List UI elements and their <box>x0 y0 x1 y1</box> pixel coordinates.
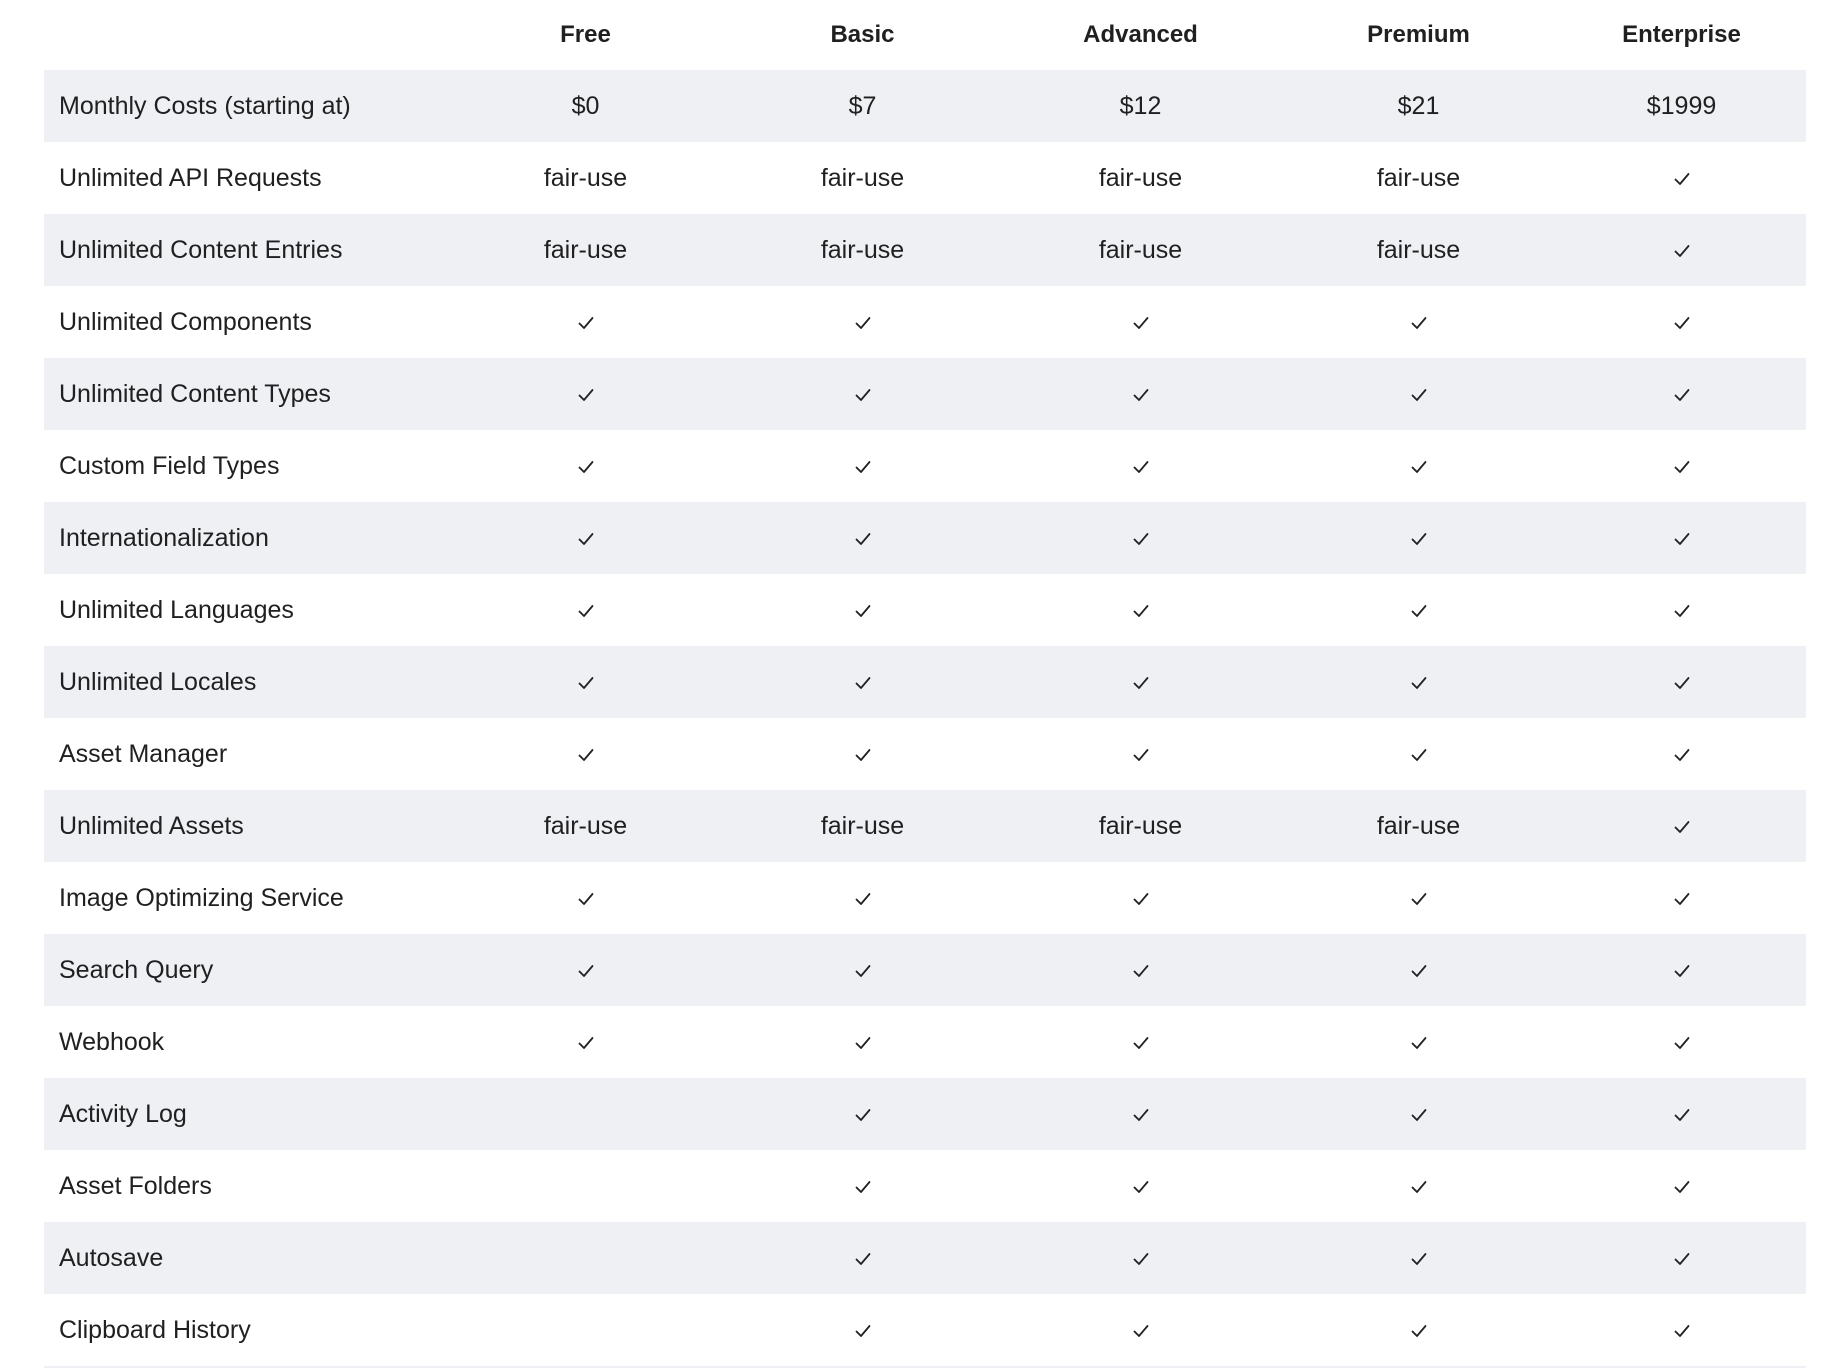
check-icon <box>1409 529 1429 549</box>
plan-cell <box>1557 1100 1806 1129</box>
table-row <box>44 1150 1806 1222</box>
table-row <box>44 214 1806 286</box>
plan-cell <box>1001 524 1280 553</box>
plan-cell <box>447 884 724 913</box>
plan-cell <box>724 740 1001 769</box>
table-row <box>44 862 1806 934</box>
table-row <box>44 430 1806 502</box>
feature-label: Internationalization <box>59 523 269 552</box>
feature-label: Asset Manager <box>59 739 228 768</box>
plan-cell <box>1557 740 1806 769</box>
plan-cell <box>1280 668 1557 697</box>
check-icon <box>1131 313 1151 333</box>
plan-cell-value: $21 <box>1397 91 1440 120</box>
table-row <box>44 1222 1806 1294</box>
check-icon <box>1672 1033 1692 1053</box>
plan-cell <box>1557 596 1806 625</box>
plan-cell <box>1001 1100 1280 1129</box>
table-header-row <box>44 0 1806 70</box>
check-icon <box>1131 889 1151 909</box>
plan-cell <box>1280 596 1557 625</box>
feature-label: Unlimited API Requests <box>59 163 322 192</box>
plan-cell-value: fair-use <box>1098 235 1183 264</box>
feature-label: Clipboard History <box>59 1315 251 1344</box>
feature-label: Unlimited Content Entries <box>59 235 343 264</box>
check-icon <box>576 385 596 405</box>
table-row <box>44 1294 1806 1366</box>
check-icon <box>576 673 596 693</box>
check-icon <box>576 457 596 477</box>
plan-cell <box>724 452 1001 481</box>
plan-cell <box>1280 308 1557 337</box>
plan-cell-value: fair-use <box>543 811 628 840</box>
check-icon <box>1672 745 1692 765</box>
plan-cell <box>1001 740 1280 769</box>
plan-cell-value: fair-use <box>820 235 905 264</box>
plan-cell <box>1001 668 1280 697</box>
check-icon <box>853 457 873 477</box>
feature-label: Autosave <box>59 1243 164 1272</box>
plan-cell <box>1557 1244 1806 1273</box>
plan-cell <box>1001 1028 1280 1057</box>
check-icon <box>1131 961 1151 981</box>
check-icon <box>1672 601 1692 621</box>
check-icon <box>1672 817 1692 837</box>
table-row <box>44 646 1806 718</box>
feature-label: Activity Log <box>59 1099 187 1128</box>
check-icon <box>1409 889 1429 909</box>
check-icon <box>1131 1105 1151 1125</box>
pricing-comparison-table <box>44 0 1806 1368</box>
plan-cell-value: fair-use <box>543 235 628 264</box>
check-icon <box>853 961 873 981</box>
plan-cell <box>1001 380 1280 409</box>
plan-cell <box>724 1028 1001 1057</box>
plan-cell-value: fair-use <box>820 811 905 840</box>
plan-cell <box>1557 1316 1806 1345</box>
plan-cell-value: fair-use <box>1376 235 1461 264</box>
plan-cell <box>1280 380 1557 409</box>
plan-cell <box>447 452 724 481</box>
plan-cell <box>1557 884 1806 913</box>
plan-cell <box>447 380 724 409</box>
plan-cell <box>447 524 724 553</box>
plan-cell <box>724 524 1001 553</box>
check-icon <box>1409 1105 1429 1125</box>
plan-cell-value: fair-use <box>543 163 628 192</box>
check-icon <box>1131 745 1151 765</box>
plan-cell <box>1280 452 1557 481</box>
feature-label: Unlimited Assets <box>59 811 244 840</box>
plan-cell <box>1001 884 1280 913</box>
check-icon <box>1672 1177 1692 1197</box>
plan-cell <box>447 740 724 769</box>
feature-label: Unlimited Content Types <box>59 379 331 408</box>
plan-cell-value: fair-use <box>1098 811 1183 840</box>
check-icon <box>853 1105 873 1125</box>
check-icon <box>576 529 596 549</box>
check-icon <box>1409 457 1429 477</box>
check-icon <box>576 745 596 765</box>
table-row <box>44 1078 1806 1150</box>
check-icon <box>1672 385 1692 405</box>
plan-cell <box>1001 308 1280 337</box>
check-icon <box>1672 1249 1692 1269</box>
plan-cell-value: fair-use <box>820 163 905 192</box>
plan-cell-value: $12 <box>1119 91 1162 120</box>
check-icon <box>853 1033 873 1053</box>
plan-cell <box>1001 1316 1280 1345</box>
check-icon <box>1409 1177 1429 1197</box>
plan-cell <box>1557 812 1806 841</box>
plan-cell <box>447 308 724 337</box>
plan-cell <box>724 308 1001 337</box>
plan-cell <box>1557 380 1806 409</box>
check-icon <box>576 1033 596 1053</box>
table-row <box>44 718 1806 790</box>
plan-cell-value: $0 <box>571 91 600 120</box>
plan-cell-value: fair-use <box>1376 811 1461 840</box>
check-icon <box>1672 241 1692 261</box>
check-icon <box>1131 457 1151 477</box>
check-icon <box>853 1321 873 1341</box>
plan-cell <box>1280 884 1557 913</box>
plan-cell <box>1557 452 1806 481</box>
plan-cell <box>1001 956 1280 985</box>
check-icon <box>1131 1177 1151 1197</box>
table-row <box>44 358 1806 430</box>
check-icon <box>853 1177 873 1197</box>
table-row <box>44 790 1806 862</box>
plan-cell <box>724 380 1001 409</box>
check-icon <box>1672 1105 1692 1125</box>
column-header-advanced: Advanced <box>1083 21 1198 48</box>
check-icon <box>1409 1249 1429 1269</box>
check-icon <box>1131 529 1151 549</box>
feature-label: Image Optimizing Service <box>59 883 344 912</box>
check-icon <box>1672 529 1692 549</box>
check-icon <box>1409 1321 1429 1341</box>
check-icon <box>1131 385 1151 405</box>
column-header-enterprise: Enterprise <box>1622 21 1741 48</box>
feature-label: Custom Field Types <box>59 451 280 480</box>
plan-cell <box>1001 452 1280 481</box>
check-icon <box>1672 457 1692 477</box>
table-row <box>44 286 1806 358</box>
check-icon <box>1672 961 1692 981</box>
plan-cell <box>1280 1316 1557 1345</box>
check-icon <box>576 889 596 909</box>
table-body <box>44 70 1806 1366</box>
check-icon <box>1672 889 1692 909</box>
plan-cell-value: fair-use <box>1376 163 1461 192</box>
check-icon <box>1409 961 1429 981</box>
check-icon <box>576 961 596 981</box>
check-icon <box>576 313 596 333</box>
plan-cell <box>1557 668 1806 697</box>
check-icon <box>1409 385 1429 405</box>
check-icon <box>1131 601 1151 621</box>
plan-cell <box>724 1316 1001 1345</box>
check-icon <box>1131 1033 1151 1053</box>
check-icon <box>1131 1321 1151 1341</box>
check-icon <box>853 529 873 549</box>
table-row <box>44 142 1806 214</box>
plan-cell <box>1557 956 1806 985</box>
plan-cell <box>1280 740 1557 769</box>
feature-label: Webhook <box>59 1027 165 1056</box>
plan-cell <box>1557 1172 1806 1201</box>
check-icon <box>853 601 873 621</box>
check-icon <box>1672 169 1692 189</box>
column-header-premium: Premium <box>1367 21 1470 48</box>
table-row <box>44 70 1806 142</box>
table-row <box>44 574 1806 646</box>
check-icon <box>1672 313 1692 333</box>
feature-label: Unlimited Locales <box>59 667 257 696</box>
feature-label: Monthly Costs (starting at) <box>59 91 351 120</box>
plan-cell <box>1001 596 1280 625</box>
plan-cell <box>1557 236 1806 265</box>
plan-cell-value: $7 <box>848 91 877 120</box>
check-icon <box>1672 673 1692 693</box>
plan-cell <box>447 956 724 985</box>
feature-label: Search Query <box>59 955 214 984</box>
plan-cell-value: $1999 <box>1646 91 1717 120</box>
plan-cell <box>724 1172 1001 1201</box>
plan-cell <box>447 668 724 697</box>
check-icon <box>853 313 873 333</box>
plan-cell <box>1557 1028 1806 1057</box>
check-icon <box>576 601 596 621</box>
plan-cell <box>1557 308 1806 337</box>
feature-label: Unlimited Components <box>59 307 312 336</box>
plan-cell <box>1001 1244 1280 1273</box>
table-row <box>44 1006 1806 1078</box>
plan-cell <box>724 956 1001 985</box>
plan-cell <box>1280 956 1557 985</box>
check-icon <box>1409 745 1429 765</box>
check-icon <box>1409 601 1429 621</box>
plan-cell <box>1280 1172 1557 1201</box>
plan-cell <box>724 1244 1001 1273</box>
check-icon <box>853 385 873 405</box>
plan-cell <box>447 1028 724 1057</box>
plan-cell <box>724 668 1001 697</box>
check-icon <box>853 745 873 765</box>
plan-cell <box>447 596 724 625</box>
table-row <box>44 934 1806 1006</box>
check-icon <box>853 673 873 693</box>
check-icon <box>1409 313 1429 333</box>
check-icon <box>853 889 873 909</box>
check-icon <box>853 1249 873 1269</box>
column-header-free: Free <box>560 21 611 48</box>
check-icon <box>1409 673 1429 693</box>
plan-cell-value: fair-use <box>1098 163 1183 192</box>
plan-cell <box>724 1100 1001 1129</box>
plan-cell <box>1280 1100 1557 1129</box>
feature-label: Asset Folders <box>59 1171 212 1200</box>
check-icon <box>1672 1321 1692 1341</box>
plan-cell <box>1280 1028 1557 1057</box>
plan-cell <box>1001 1172 1280 1201</box>
column-header-basic: Basic <box>830 21 895 48</box>
plan-cell <box>1280 524 1557 553</box>
plan-cell <box>1557 524 1806 553</box>
check-icon <box>1409 1033 1429 1053</box>
table-row <box>44 502 1806 574</box>
feature-label: Unlimited Languages <box>59 595 294 624</box>
check-icon <box>1131 1249 1151 1269</box>
check-icon <box>1131 673 1151 693</box>
plan-cell <box>1557 164 1806 193</box>
plan-cell <box>724 596 1001 625</box>
plan-cell <box>1280 1244 1557 1273</box>
plan-cell <box>724 884 1001 913</box>
